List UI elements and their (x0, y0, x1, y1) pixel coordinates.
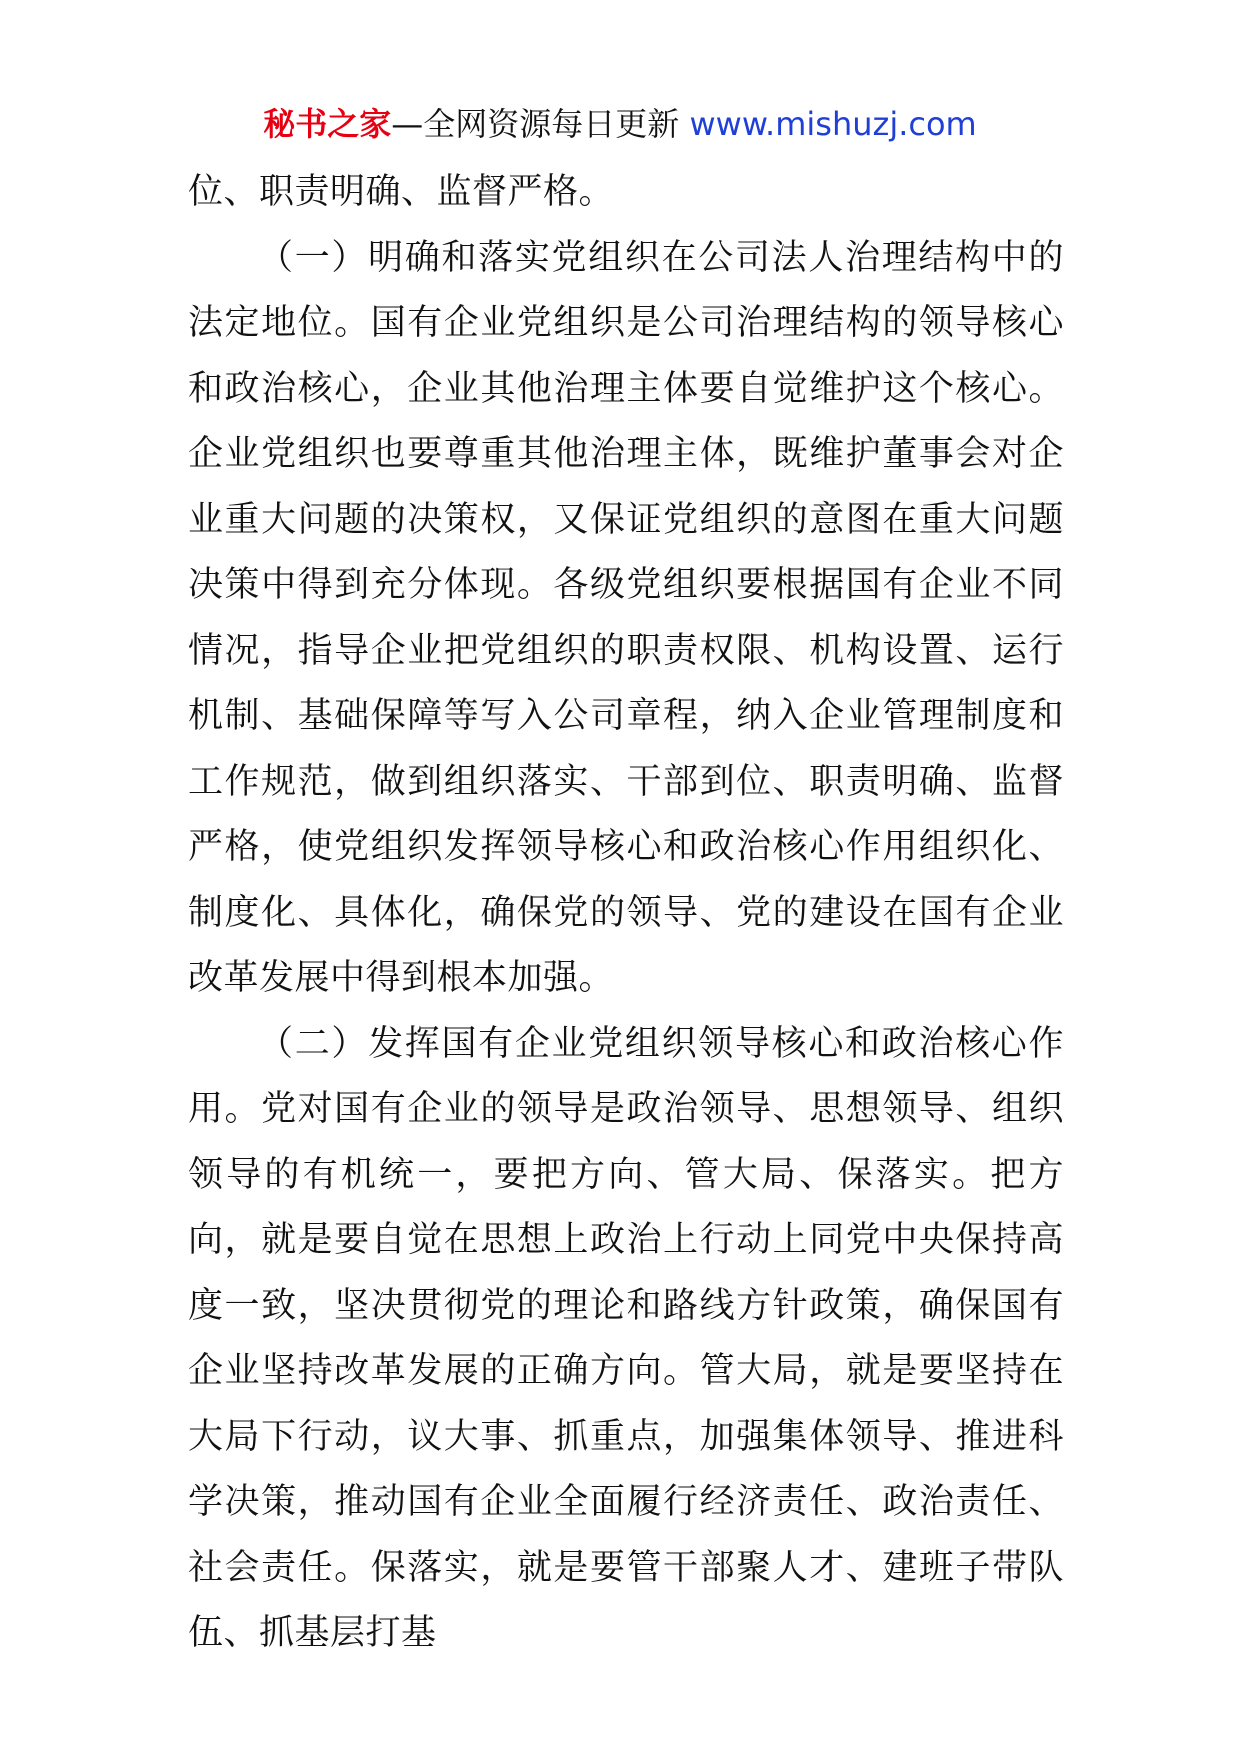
site-url-link[interactable]: www.mishuzj.com (689, 105, 977, 143)
paragraph-continuation: 位、职责明确、监督严格。 (188, 172, 615, 212)
paragraph-section-one: （一）明确和落实党组织在公司法人治理结构中的法定地位。国有企业党组织是公司治理结构的领导核心和政治核心，企业其他治理主体要自觉维护这个核心。企业党组织也要尊重其他治理主体，既维护董事会对企业重大问题的决策权，又保证党组织的意图在重大问题决策中得到充分体现。各级党组织要根据国有企业不同情况，指导企业把党组织的职责权限、机构设置、运行机制、基础保障等写入公司章程，纳入企业管理制度和工作规范，做到组织落实、干部到位、职责明确、监督严格，使党组织发挥领导核心和政治核心作用组织化、制度化、具体化，确保党的领导、党的建设在国有企业改革发展中得到根本加强。 (188, 237, 1064, 998)
brand-name: 秘书之家 (263, 105, 392, 143)
header-tagline: —全网资源每日更新 (391, 105, 680, 143)
page-header (0, 100, 1240, 148)
paragraph-section-two: （二）发挥国有企业党组织领导核心和政治核心作用。党对国有企业的领导是政治领导、思想领导、组织领导的有机统一，要把方向、管大局、保落实。把方向，就是要自觉在思想上政治上行动上同党中央保持高度一致，坚决贯彻党的理论和路线方针政策，确保国有企业坚持改革发展的正确方向。管大局，就是要坚持在大局下行动，议大事、抓重点，加强集体领导、推进科学决策，推动国有企业全面履行经济责任、政治责任、社会责任。保落实，就是要管干部聚人才、建班子带队伍、抓基层打基 (188, 1023, 1064, 1653)
document-body (188, 160, 1064, 1667)
